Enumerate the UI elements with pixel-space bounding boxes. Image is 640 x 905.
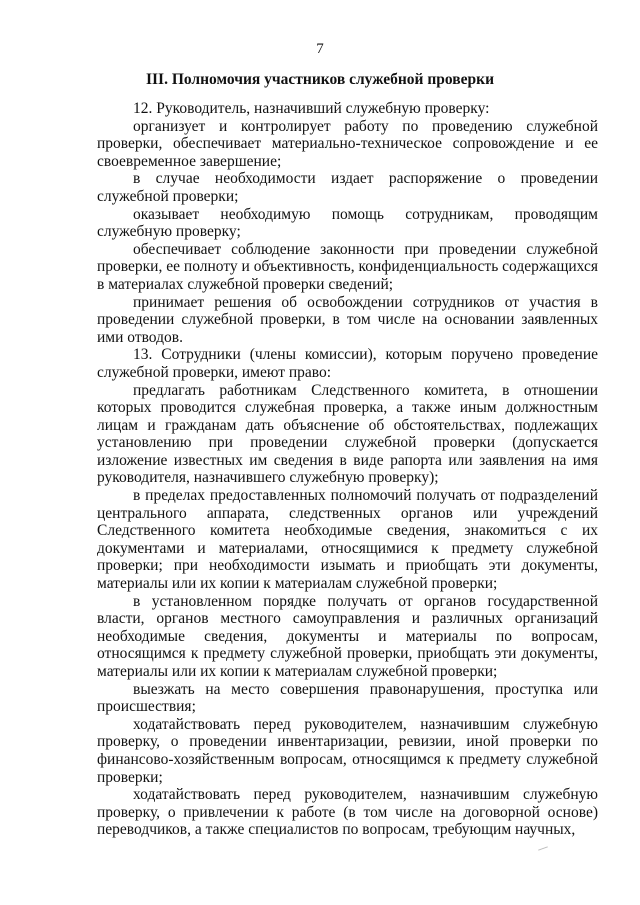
paragraph-13-intro: 13. Сотрудники (члены комиссии), которым поручено проведение служебной проверки, имеют право: xyxy=(97,346,598,381)
paragraph-provides-help: оказывает необходимую помощь сотрудникам, проводящим служебную проверку; xyxy=(97,205,598,241)
paragraph-issues-order: в случае необходимости издает распоряжение о проведении служебной проверки; xyxy=(97,170,598,205)
paragraph-visit-site: выезжать на место совершения правонарушения, проступка или происшествия; xyxy=(97,680,598,716)
paragraph-obtain-from-divisions: в пределах предоставленных полномочий получать от подразделений центрального аппарата, следственных органов или учреждений Следственного комитета необходимые сведения, знакомиться с их документами и материалами, относящимися к предмету служебной проверки; при необходимости изымать и приобщать эти документы, материалы или их копии к материалам служебной проверки; xyxy=(97,487,598,593)
paragraph-organizes: организует и контролирует работу по проведению служебной проверки, обеспечивает материально-техническое сопровождение и ее своевременное завершение; xyxy=(97,117,598,170)
paragraph-offer-explanation: предлагать работникам Следственного комитета, в отношении которых проводится служебная проверка, а также иным должностным лицам и гражданам дать объяснение об обстоятельствах, подлежащих установлению при проведении служебной проверки (допускается изложение известных им сведения в виде рапорта или заявления на имя руководителя, назначившего служебную проверку); xyxy=(97,381,598,487)
paragraph-12-intro: 12. Руководитель, назначивший служебную проверку: xyxy=(133,100,490,117)
page-number: 7 xyxy=(316,41,324,57)
paragraph-ensures-legality: обеспечивает соблюдение законности при проведении служебной проверки, ее полноту и объективность, конфиденциальность содержащихся в материалах служебной проверки сведений; xyxy=(97,240,598,293)
section-heading: III. Полномочия участников служебной проверки xyxy=(145,71,495,88)
paragraph-petition-inventory: ходатайствовать перед руководителем, назначившим служебную проверку, о проведении инвентаризации, ревизии, иной проверки по финансово-хозяйственным вопросам, относящимся к предмету служебной проверки; xyxy=(97,715,598,786)
paragraph-obtain-from-authorities: в установленном порядке получать от органов государственной власти, органов местного самоуправления и различных организаций необходимые сведения, документы и материалы по вопросам, относящимся к предмету служебной проверки, приобщать эти документы, материалы или их копии к материалам служебной проверки; xyxy=(97,592,598,680)
paragraph-petition-specialists: ходатайствовать перед руководителем, назначившим служебную проверку, о привлечении к работе (в том числе на договорной основе) переводчиков, а также специалистов по вопросам, требующим научных, xyxy=(97,786,598,839)
body-text xyxy=(97,100,598,839)
scan-mark xyxy=(538,846,548,850)
paragraph-makes-decisions: принимает решения об освобождении сотрудников от участия в проведении служебной проверки, в том числе на основании заявленных ими отводов. xyxy=(97,293,598,346)
